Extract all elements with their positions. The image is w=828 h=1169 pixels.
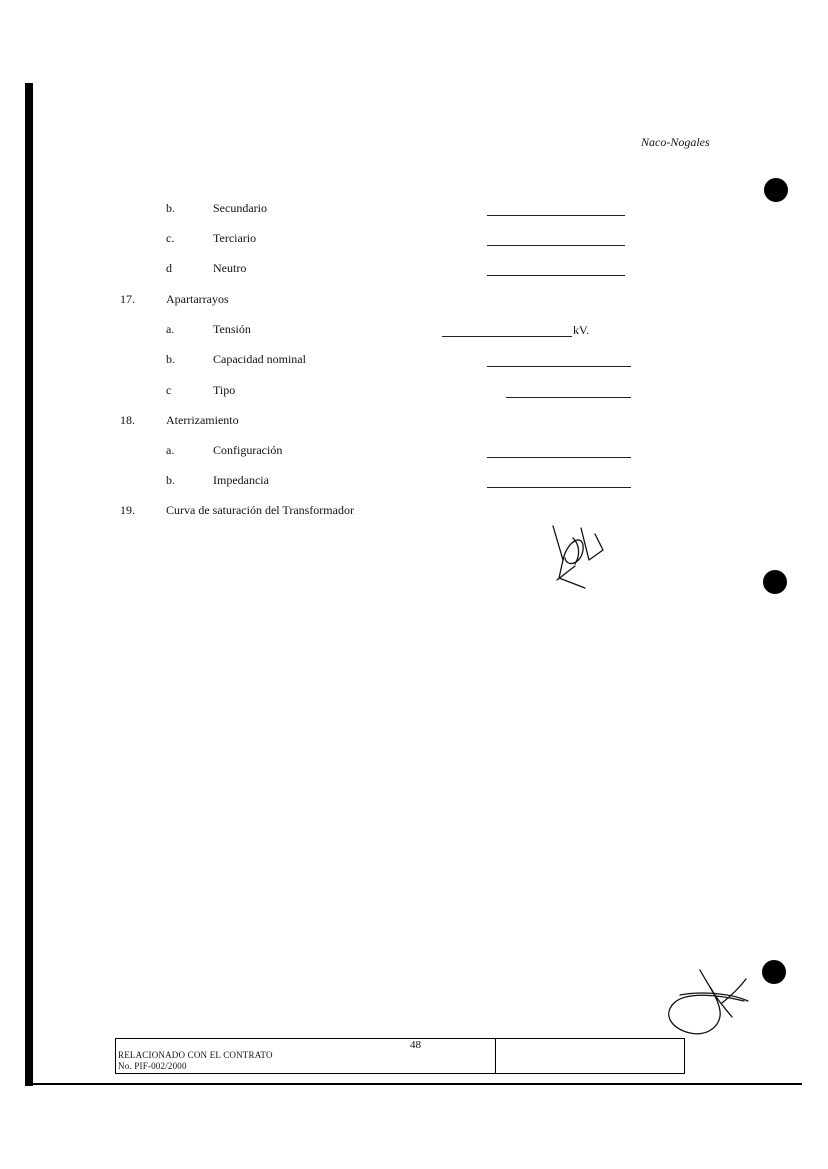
item-label-configuracion: Configuración: [213, 443, 283, 457]
handwritten-signature: [660, 965, 780, 1040]
section-number: 19.: [120, 503, 135, 517]
item-label-terciario: Terciario: [213, 231, 257, 245]
answer-line-tension[interactable]: [442, 336, 572, 337]
handwritten-initials: [545, 520, 610, 595]
contract-line-1: RELACIONADO CON EL CONTRATO: [118, 1050, 273, 1060]
answer-line-terciario[interactable]: [487, 245, 625, 246]
item-marker: b.: [166, 473, 175, 487]
item-label-capacidad-nominal: Capacidad nominal: [213, 352, 306, 366]
item-label-secundario: Secundario: [213, 201, 267, 215]
answer-line-tipo[interactable]: [506, 397, 631, 398]
item-label-neutro: Neutro: [213, 261, 247, 275]
item-label-impedancia: Impedancia: [213, 473, 269, 487]
item-marker: b.: [166, 352, 175, 366]
item-marker: c: [166, 383, 172, 397]
item-label-tension: Tensión: [213, 322, 251, 336]
header-project-name: Naco-Nogales: [641, 135, 710, 149]
answer-line-neutro[interactable]: [487, 275, 625, 276]
left-edge-bar: [25, 83, 33, 1086]
punch-hole-middle: [763, 570, 787, 594]
punch-hole-top: [764, 178, 788, 202]
unit-kv: kV.: [573, 323, 590, 337]
footer-divider: [495, 1038, 496, 1074]
item-marker: a.: [166, 443, 175, 457]
contract-line-2: No. PIF-002/2000: [118, 1061, 187, 1071]
answer-line-capacidad[interactable]: [487, 366, 631, 367]
item-marker: a.: [166, 322, 175, 336]
item-marker: d: [166, 261, 172, 275]
page-number: 48: [410, 1039, 421, 1051]
answer-line-configuracion[interactable]: [487, 457, 631, 458]
section-number: 18.: [120, 413, 135, 427]
answer-line-impedancia[interactable]: [487, 487, 631, 488]
bottom-edge-line: [25, 1083, 802, 1085]
item-label-tipo: Tipo: [213, 383, 236, 397]
section-number: 17.: [120, 292, 135, 306]
section-title-apartarrayos: Apartarrayos: [166, 292, 229, 306]
section-title-curva-saturacion: Curva de saturación del Transformador: [166, 503, 354, 517]
item-marker: c.: [166, 231, 175, 245]
answer-line-secundario[interactable]: [487, 215, 625, 216]
section-title-aterrizamiento: Aterrizamiento: [166, 413, 239, 427]
item-marker: b.: [166, 201, 175, 215]
